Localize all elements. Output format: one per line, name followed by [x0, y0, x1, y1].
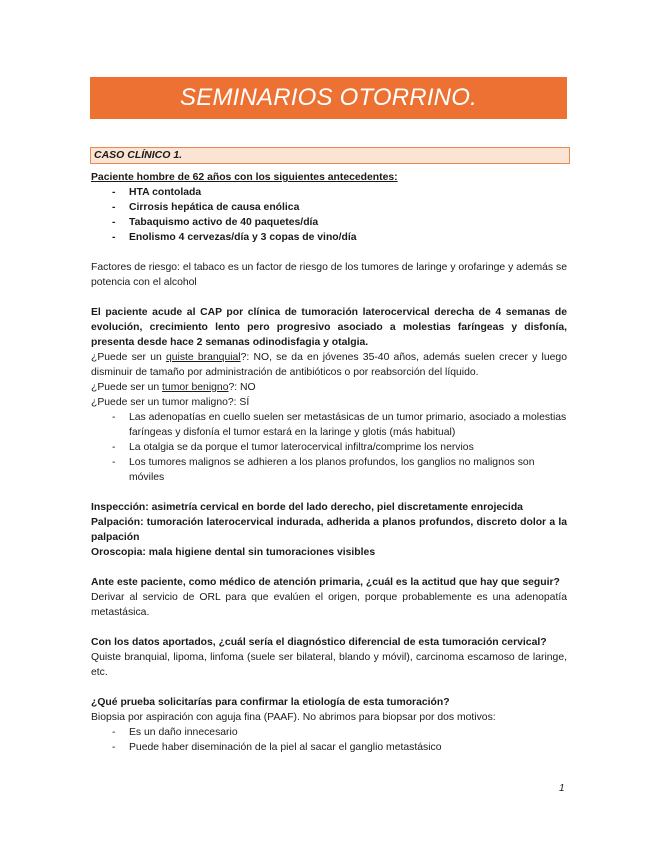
clinical-presentation: El paciente acude al CAP por clínica de tumoración laterocervical derecha de 4 semanas de evolución, crecimiento lento pero progresivo asociado a molestias faríngeas y disfonía, presenta desde hace 2 semanas odinodisfagia y otalgia. [91, 307, 567, 348]
title-banner [90, 77, 567, 119]
case-heading: CASO CLÍNICO 1. [90, 147, 570, 164]
list-item: - Cirrosis hepática de causa enólica [91, 200, 567, 215]
question-attitude: Ante este paciente, como médico de atención primaria, ¿cuál es la actitud que hay que seguir? [91, 577, 560, 588]
quiste-term: quiste branquial [165, 352, 241, 363]
list-item: - Los tumores malignos se adhieren a los planos profundos, los ganglios no malignos son móviles [91, 455, 567, 485]
question-benigno: ¿Puede ser un tumor benigno?: NO [91, 382, 256, 393]
list-item: - HTA contolada [91, 185, 567, 200]
list-item: - Tabaquismo activo de 40 paquetes/día [91, 215, 567, 230]
question-differential: Con los datos aportados, ¿cuál sería el diagnóstico diferencial de esta tumoración cervical? [91, 637, 547, 648]
risk-factors: Factores de riesgo: el tabaco es un factor de riesgo de los tumores de laringe y orofaringe y además se potencia con el alcohol [91, 262, 567, 288]
list-item: - Es un daño innecesario [91, 725, 567, 740]
exam-oroscopy: Oroscopia: mala higiene dental sin tumoraciones visibles [91, 547, 376, 558]
list-item: - Las adenopatías en cuello suelen ser metastásicas de un tumor primario, asociado a molestias faríngeas y disfonía el tumor estará en la laringe y glotis (más habitual) [91, 410, 567, 440]
list-item: - Puede haber diseminación de la piel al sacar el ganglio metastásico [91, 740, 567, 755]
benigno-term: tumor benigno [162, 382, 229, 393]
document-body [91, 170, 567, 755]
answer-differential: Quiste branquial, lipoma, linfoma (suele ser bilateral, blando y móvil), carcinoma escamoso de laringe, etc. [91, 652, 567, 678]
page-title: SEMINARIOS OTORRINO. [180, 84, 477, 111]
question-quiste: ¿Puede ser un quiste branquial?: NO, se da en jóvenes 35-40 años, además suelen crecer y luego disminuir de tamaño por administración de antibióticos o por reabsorción del líquido. [91, 352, 567, 378]
answer-biopsy: Biopsia por aspiración con aguja fina (PAAF). No abrimos para biopsar por dos motivos: [91, 712, 496, 723]
page-number: 1 [559, 783, 565, 794]
maligno-list [91, 410, 567, 485]
patient-intro: Paciente hombre de 62 años con los siguientes antecedentes: [91, 172, 398, 183]
exam-inspection: Inspección: asimetría cervical en borde del lado derecho, piel discretamente enrojecida [91, 502, 523, 513]
answer-attitude: Derivar al servicio de ORL para que evalúen el origen, porque probablemente es una adenopatía metastásica. [91, 592, 567, 618]
patient-history-list [91, 185, 567, 245]
list-item: - Enolismo 4 cervezas/día y 3 copas de vino/día [91, 230, 567, 245]
question-maligno: ¿Puede ser un tumor maligno?: SÍ [91, 397, 250, 408]
exam-palpation: Palpación: tumoración laterocervical indurada, adherida a planos profundos, discreto dolor a la palpación [91, 517, 567, 543]
question-biopsy: ¿Qué prueba solicitarías para confirmar la etiología de esta tumoración? [91, 697, 450, 708]
biopsy-reasons-list [91, 725, 567, 755]
list-item: - La otalgia se da porque el tumor laterocervical infiltra/comprime los nervios [91, 440, 567, 455]
